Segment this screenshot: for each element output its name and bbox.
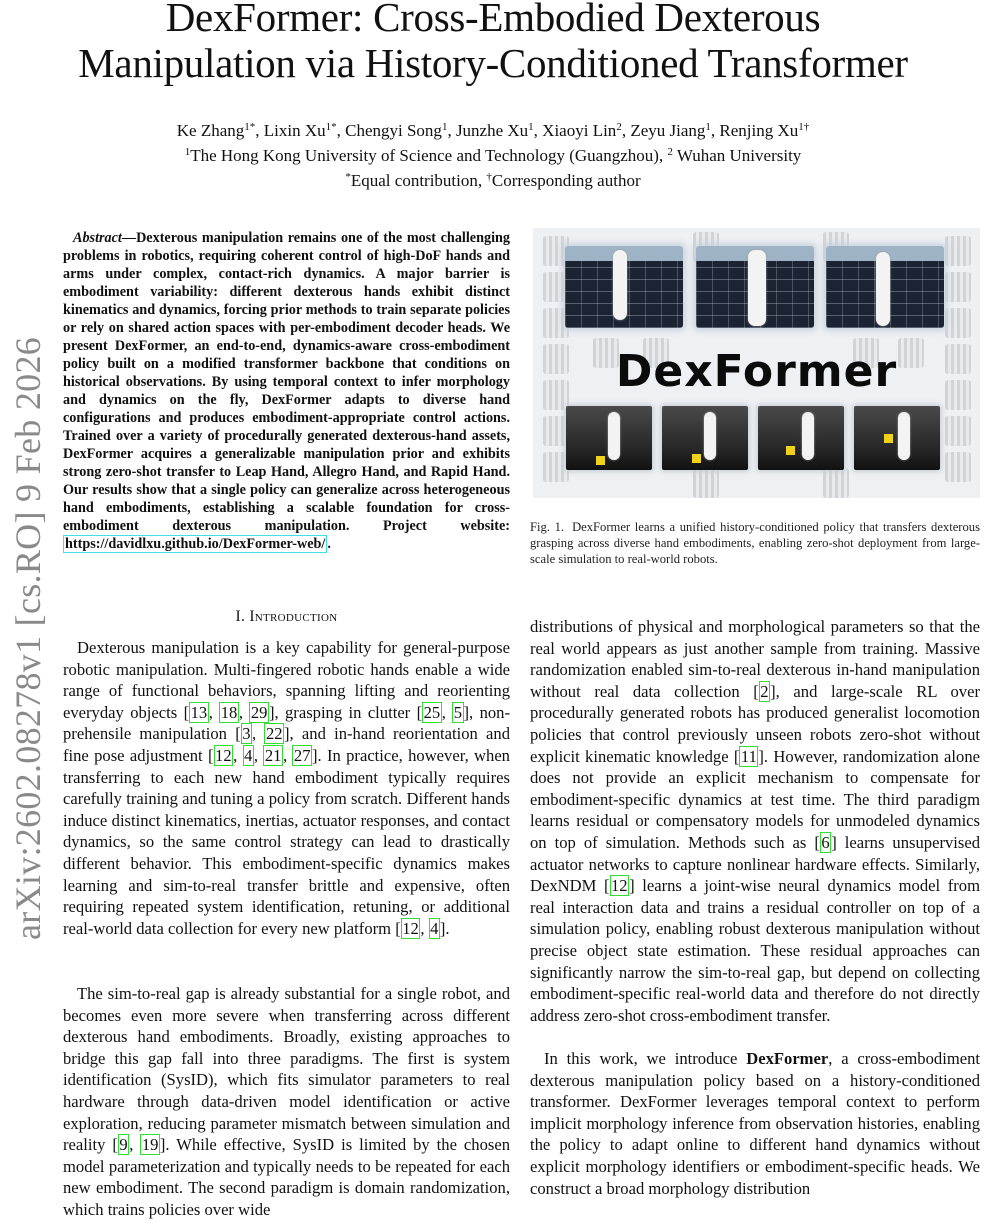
section-heading-introduction (63, 608, 510, 626)
paper-title-line-2: Manipulation via History-Conditioned Transformer (78, 40, 908, 86)
abstract-label: Abstract (73, 230, 122, 246)
real-robot-panel (662, 406, 748, 470)
author-block (0, 118, 986, 193)
robot-arm-icon (613, 250, 627, 320)
hand-tile-icon (945, 272, 971, 302)
figure-label: Fig. 1. (530, 520, 565, 534)
citation-link[interactable]: 18 (220, 702, 238, 722)
real-robot-panel (854, 406, 940, 470)
figure-1-caption (530, 519, 980, 567)
text-run: In this work, we introduce (544, 1049, 747, 1068)
intro-paragraph-3 (530, 1048, 980, 1199)
citation-link[interactable]: 6 (821, 832, 830, 852)
author: Chengyi Song (345, 121, 442, 140)
section-title: Introduction (249, 608, 338, 625)
text-run: ], grasping in clutter [ (268, 702, 423, 722)
citation-link[interactable]: 29 (250, 702, 268, 722)
author-marker: 1 (705, 121, 711, 133)
robot-arm-icon (748, 250, 766, 326)
affiliation-marker: 1 (184, 146, 191, 158)
author-list: Ke Zhang$^{1*}$, Lixin $Xu^{1*}$, Chengyi Song$^1$, Junzhe Xu$^1$, Xiaoyi Lin$^2$, Zeyu Jiang$^1$, Renjing $Xu^{1\dagger}$ (176, 121, 810, 140)
paragraph-text (530, 616, 980, 1026)
intro-paragraph-1 (63, 637, 510, 939)
caption-text: DexFormer learns a unified history-conditioned policy that transfers dexterous grasping across diverse hand embodiments, enabling zero-shot deployment from large-scale simulation to real-world robots. (530, 520, 980, 566)
citation-link[interactable]: 5 (453, 702, 463, 722)
citation-link[interactable]: 9 (119, 1135, 128, 1155)
text-run: , a cross-embodiment dexterous manipulation policy based on a history-conditioned transformer. DexFormer leverages temporal context to perform implicit morphology inference from observation histories, enabling the policy to adapt online to different hand dynamics without explicit morphology identifiers or embodiment-specific heads. We construct a broad morphology distribution (530, 1049, 980, 1198)
citation-link[interactable]: 12 (215, 745, 232, 765)
text-run: ] learns unsupervised actuator networks to capture nonlinear hardware effects. Similarly, DexNDM [ (530, 832, 980, 896)
robot-arm-icon (898, 412, 910, 460)
citation-link[interactable]: 12 (402, 918, 419, 938)
real-robot-panel (758, 406, 844, 470)
text-run: ]. While effective, SysID is limited by the chosen model parameterization and typically needs to be repeated for each new embodiment. The second paradigm is domain randomization, which trains policies over wide (63, 1135, 511, 1219)
text-run: distributions of physical and morphological parameters so that the real world appears as just another sample from training. Massive randomization enabled sim-to-real dexterous in-hand manipulation without real data collection [ (530, 617, 980, 701)
hand-tile-icon (693, 468, 719, 498)
equal-contribution-note: Equal contribution, (350, 171, 487, 190)
real-robot-panel (566, 406, 652, 470)
hand-tile-icon (823, 468, 849, 498)
citation-link[interactable]: 25 (423, 702, 441, 722)
intro-paragraph-2 (63, 983, 510, 1221)
text-run: ], non-prehensile manipulation [ (63, 702, 511, 744)
text-run: Dexterous manipulation is a key capability for general-purpose robotic manipulation. Multi-fingered robotic hands enable a wide range of functional behaviors, spanning lifting and reorienting everyday objects [ (63, 638, 510, 722)
affiliation-1: The Hong Kong University of Science and Technology (Guangzhou), (190, 146, 668, 165)
citation-link[interactable]: 13 (190, 702, 208, 722)
citation-link[interactable]: 21 (264, 745, 282, 765)
text-run: ] learns a joint-wise neural dynamics model from real interaction data and trains a residual controller on top of a simulation policy, enabling robust dexterous manipulation without precise object state estimation. These residual approaches can significantly narrow the sim-to-real gap, but depend on collecting embodiment-specific real-world data and therefore do not directly address zero-shot cross-embodiment transfer. (530, 876, 980, 1025)
paragraph-text: Dexterous manipulation is a key capability for general-purpose robotic manipulation. Multi-fingered robotic hands enable a wide range of functional behaviors, spanning lifting and reorienting everyday objects [13, 18, 29], grasping in clutter [25, 5], non-prehensile manipulation [3, 22], and in-hand reorientation and fine pose adjustment [12, 4, 21, 27]. In practice, however, when transferring to each new hand embodiment typically requires carefully training and tuning a policy from scratch. Different hands induce distinct kinematics, inertias, actuator responses, and contact dynamics, so the same control strategy can lead to drastically different behavior. This embodiment-specific dynamics makes learning and sim-to-real transfer brittle and expensive, often requiring repeated system identification, retuning, or additional real-world data collection for every new platform [12, 4]. (63, 638, 511, 938)
text-run: The sim-to-real gap is already substantial for a single robot, and becomes even more severe when transferring across different dexterous hand embodiments. Broadly, existing approaches to bridge this gap fall into three paradigms. The first is system identification (SysID), which fits simulator parameters to real hardware through data-driven model identification or active exploration, reducing parameter mismatch between simulation and reality [ (63, 984, 510, 1155)
project-website-link[interactable]: https://davidlxu.github.io/DexFormer-web/ (65, 536, 326, 552)
text-run: ], and in-hand reorientation and fine pose adjustment [ (63, 724, 511, 765)
sim-panel (565, 246, 683, 328)
author: Ke Zhang (176, 121, 245, 140)
note-marker: † (486, 171, 492, 183)
arxiv-stamp: arXiv:2602.08278v1 [cs.RO] 9 Feb 2026 (8, 336, 48, 940)
citation-link[interactable]: 22 (265, 724, 283, 744)
text-run: ]. (439, 918, 450, 938)
robot-arm-icon (876, 252, 890, 326)
figure-1-image (533, 228, 980, 498)
intro-paragraph-2-continued (530, 616, 980, 1026)
robot-arm-icon (802, 412, 814, 460)
author-marker: 1* (244, 121, 256, 133)
abstract-text: Dexterous manipulation remains one of the most challenging problems in robotics, requiring coherent control of high-DoF hands and arms under complex, contact-rich dynamics. A major barrier is embodiment variability: different dexterous hands exhibit distinct kinematics and dynamics, forcing prior methods to train separate policies or rely on shared action spaces with per-embodiment decoder heads. We present DexFormer, an end-to-end, dynamics-aware cross-embodiment policy built on a modified transformer backbone that conditions on historical observations. By using temporal context to infer morphology and dynamics on the fly, DexFormer adapts to diverse hand configurations and produces embodiment-appropriate control actions. Trained over a variety of procedurally generated dexterous-hand assets, DexFormer acquires a generalizable manipulation prior and exhibits strong zero-shot transfer to Leap Hand, Allegro Hand, and Rapid Hand. Our results show that a single policy can generalize across heterogeneous hand embodiments, establishing a scalable foundation for cross-embodiment dexterous manipulation. Project website: (63, 230, 510, 534)
author-marker: 1† (798, 121, 810, 133)
hand-tile-icon (945, 416, 971, 446)
text-run: ]. However, randomization alone does not provide an explicit mechanism to compensate for embodiment-specific dynamics at test time. The third paradigm learns residual or compensatory models for unmodeled dynamics on top of simulation. Methods such as [ (530, 746, 980, 852)
paper-title (0, 0, 986, 86)
text-run: ]. In practice, however, when transferring to each new hand embodiment typically requires carefully training and tuning a policy from scratch. Different hands induce distinct kinematics, inertias, actuator responses, and contact dynamics, so the same control strategy can lead to drastically different behavior. This embodiment-specific dynamics makes learning and sim-to-real transfer brittle and expensive, often requiring repeated system identification, retuning, or additional real-world data collection for every new platform [ (63, 745, 510, 938)
cube-icon (596, 456, 605, 465)
sim-panel (826, 246, 944, 328)
author-notes (0, 168, 986, 193)
citation-link[interactable]: 2 (760, 681, 769, 701)
cube-icon (786, 446, 795, 455)
robot-arm-icon (704, 412, 716, 460)
note-marker: * (345, 171, 351, 183)
text-run: ], and large-scale RL over procedurally generated robots has produced generalist locomotion policies that control previously unseen robots zero-shot without explicit kinematic knowledge [ (530, 681, 980, 766)
author: Renjing Xu (719, 121, 799, 140)
author: Lixin Xu (263, 121, 326, 140)
paper-title-line-1: DexFormer: Cross-Embodied Dexterous (165, 0, 821, 40)
citation-link[interactable]: 4 (244, 745, 253, 765)
robot-arm-icon (608, 412, 620, 460)
abstract (63, 229, 510, 553)
citation-link[interactable]: 4 (430, 918, 439, 938)
sim-panel (696, 246, 814, 328)
author: Junzhe Xu (455, 121, 529, 140)
affiliation-marker: 2 (667, 146, 673, 158)
method-name: DexFormer (746, 1049, 829, 1068)
author-marker: 1* (325, 121, 337, 133)
affiliation-2: Wuhan University (672, 146, 802, 165)
author-marker: 2 (616, 121, 622, 133)
paragraph-text (530, 1048, 980, 1199)
author-marker: 1 (528, 121, 534, 133)
citation-link[interactable]: 19 (141, 1135, 159, 1155)
abstract-section (63, 229, 510, 553)
corresponding-author-note: Corresponding author (491, 171, 641, 190)
author-marker: 1 (441, 121, 448, 133)
hand-tile-icon (945, 308, 971, 338)
figure-logo-text: DexFormer (615, 346, 898, 397)
cube-icon (884, 434, 893, 443)
citation-link[interactable]: 27 (293, 745, 311, 765)
hand-tile-icon (945, 236, 971, 266)
citation-link[interactable]: 3 (242, 724, 251, 744)
hand-tile-icon (945, 452, 971, 482)
author: Xiaoyi Lin (542, 121, 617, 140)
author: Zeyu Jiang (630, 121, 706, 140)
citation-link[interactable]: 11 (740, 746, 757, 766)
cube-icon (692, 454, 701, 463)
section-number: I. (235, 608, 246, 625)
paragraph-text: The sim-to-real gap is already substantial for a single robot, and becomes even more severe when transferring across different dexterous hand embodiments. Broadly, existing approaches to bridge this gap fall into three paradigms. The first is system identification (SysID), which fits simulator parameters to real hardware through data-driven model identification or active exploration, reducing parameter mismatch between simulation and reality [9, 19]. While effective, SysID is limited by the chosen model parameterization and typically needs to be repeated for each new embodiment. The second paradigm is domain randomization, which trains policies over wide (63, 984, 511, 1219)
abstract-dash: — (121, 230, 137, 246)
citation-link[interactable]: 12 (611, 876, 628, 896)
abstract-end: . (327, 536, 331, 552)
affiliations (0, 143, 986, 168)
